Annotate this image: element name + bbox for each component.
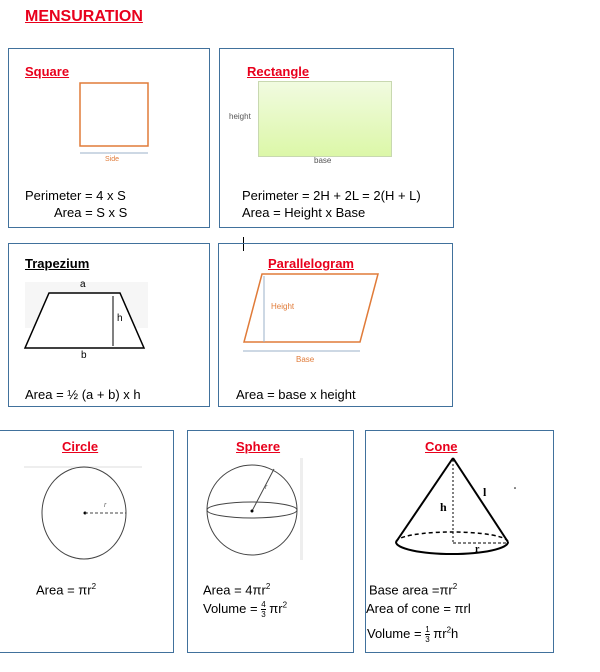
sphere-box bbox=[187, 430, 354, 653]
rectangle-perimeter: Perimeter = 2H + 2L = 2(H + L) bbox=[242, 188, 421, 203]
cone-volume-den: 3 bbox=[425, 635, 430, 644]
cone-volume-pi: πr bbox=[433, 625, 447, 641]
circle-r-label: r bbox=[104, 502, 107, 509]
circle-area bbox=[36, 582, 96, 597]
rectangle-shape bbox=[258, 81, 392, 157]
cone-box bbox=[365, 430, 554, 653]
cone-h-label: h bbox=[440, 500, 447, 514]
sphere-heading: Sphere bbox=[236, 439, 281, 454]
circle-area-exp: 2 bbox=[91, 582, 97, 591]
trapezium-h-label: h bbox=[117, 313, 123, 324]
cone-volume-exp: 2 bbox=[446, 625, 452, 635]
square-area: Area = S x S bbox=[54, 205, 128, 220]
sphere-volume-num: 4 bbox=[261, 600, 266, 609]
sphere-volume bbox=[203, 600, 287, 619]
sphere-volume-fraction bbox=[261, 600, 265, 619]
cone-base-area-exp: 2 bbox=[452, 582, 458, 591]
rectangle-base-label: base bbox=[314, 156, 332, 165]
cone-volume-h: h bbox=[451, 625, 459, 641]
cone-r-label: r bbox=[475, 544, 480, 555]
square-perimeter: Perimeter = 4 x S bbox=[25, 188, 126, 203]
sphere-area-exp: 2 bbox=[265, 582, 271, 591]
square-side-label: Side bbox=[105, 156, 120, 163]
sphere-volume-exp: 2 bbox=[282, 600, 288, 610]
circle-heading: Circle bbox=[62, 439, 99, 454]
sphere-area-text: Area = 4πr bbox=[203, 582, 266, 598]
trapezium-area: Area = ½ (a + b) x h bbox=[25, 387, 141, 402]
page-title: MENSURATION bbox=[25, 8, 143, 25]
cone-diagram bbox=[0, 0, 1, 1]
sphere-volume-den: 3 bbox=[261, 610, 266, 619]
cone-base-area-text: Base area =πr bbox=[369, 582, 453, 598]
rectangle-height-label: height bbox=[229, 112, 251, 121]
parallelogram-height-label: Height bbox=[271, 302, 295, 311]
trapezium-heading: Trapezium bbox=[25, 256, 90, 271]
cone-volume-num: 1 bbox=[425, 625, 430, 634]
parallelogram-area: Area = base x height bbox=[236, 387, 356, 402]
rectangle-heading: Rectangle bbox=[247, 64, 310, 79]
circle-area-text: Area = πr bbox=[36, 582, 92, 598]
square-heading: Square bbox=[25, 64, 70, 79]
parallelogram-base-label: Base bbox=[296, 355, 315, 364]
cone-base-area bbox=[369, 582, 457, 597]
sphere-area bbox=[203, 582, 270, 597]
rectangle-area: Area = Height x Base bbox=[242, 205, 366, 220]
sphere-volume-label: Volume = bbox=[203, 600, 258, 616]
cone-area: Area of cone = πrl bbox=[366, 601, 471, 616]
cone-heading: Cone bbox=[425, 439, 458, 454]
parallelogram-heading: Parallelogram bbox=[268, 256, 354, 271]
trapezium-b-label: b bbox=[81, 350, 87, 361]
circle-box bbox=[0, 430, 174, 653]
cone-volume-fraction bbox=[425, 625, 429, 644]
cone-volume-label: Volume = bbox=[367, 625, 422, 641]
sphere-r-label: r bbox=[265, 484, 268, 491]
cone-volume bbox=[367, 625, 458, 644]
sphere-volume-pi: πr bbox=[269, 600, 283, 616]
trapezium-a-label: a bbox=[80, 279, 86, 290]
cone-l-label: l bbox=[483, 485, 487, 499]
